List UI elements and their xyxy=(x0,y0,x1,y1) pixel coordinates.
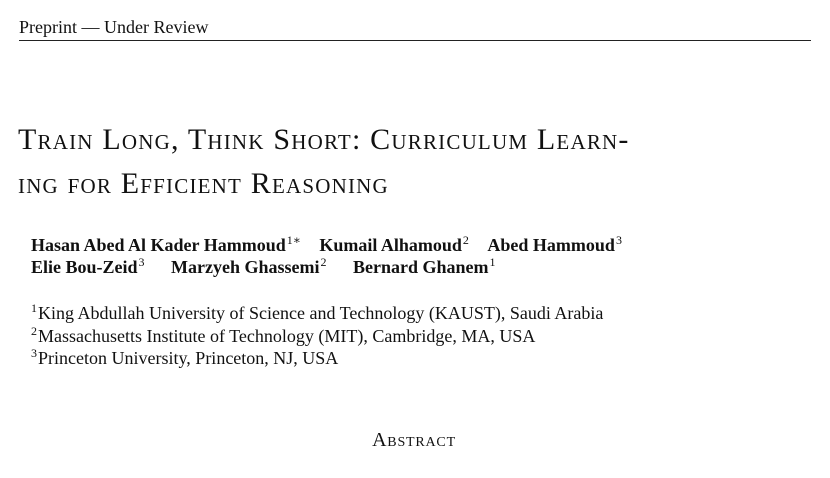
author-name: Kumail Alhamoud xyxy=(319,235,462,255)
author xyxy=(31,257,145,277)
author xyxy=(31,235,301,255)
author-affiliation-mark: 3 xyxy=(615,233,622,247)
author-row xyxy=(31,234,622,256)
author-affiliation-mark: 1 xyxy=(489,255,496,269)
affiliation-mark: 3 xyxy=(31,346,37,360)
author-affiliation-mark: 3 xyxy=(138,255,145,269)
paper-title-line-1: Train Long, Think Short: Curriculum Learn- xyxy=(18,123,630,156)
affiliation xyxy=(31,325,603,348)
affiliation xyxy=(31,347,603,370)
author-row xyxy=(31,256,622,278)
affiliation xyxy=(31,302,603,325)
paper-title xyxy=(18,118,818,206)
affiliation-mark: 2 xyxy=(31,323,37,338)
author-list xyxy=(31,234,622,278)
author-name: Elie Bou-Zeid xyxy=(31,257,138,277)
abstract-heading xyxy=(0,427,830,453)
author-affiliation-mark: 2 xyxy=(462,233,469,247)
affiliation-mark: 1 xyxy=(31,301,37,315)
author-name: Marzyeh Ghassemi xyxy=(171,257,320,277)
header-divider xyxy=(19,40,811,41)
affiliation-text: King Abdullah University of Science and Technology (KAUST), Saudi Arabia xyxy=(38,303,604,323)
author-affiliation-mark: 1∗ xyxy=(286,233,301,247)
author-name: Bernard Ghanem xyxy=(353,257,489,277)
author-name: Hasan Abed Al Kader Hammoud xyxy=(31,235,286,255)
affiliation-text: Princeton University, Princeton, NJ, USA xyxy=(38,348,339,368)
author xyxy=(487,235,622,255)
paper-title-line-2: ing for Efficient Reasoning xyxy=(18,167,389,200)
affiliation-list xyxy=(31,302,603,370)
author-name: Abed Hammoud xyxy=(487,235,615,255)
author-affiliation-mark: 2 xyxy=(320,255,327,269)
author xyxy=(353,257,496,277)
running-header: Preprint — Under Review xyxy=(19,17,209,37)
author xyxy=(319,235,469,255)
author xyxy=(171,257,326,277)
abstract-heading-text: Abstract xyxy=(372,429,456,451)
affiliation-text: Massachusetts Institute of Technology (MIT), Cambridge, MA, USA xyxy=(38,325,536,346)
